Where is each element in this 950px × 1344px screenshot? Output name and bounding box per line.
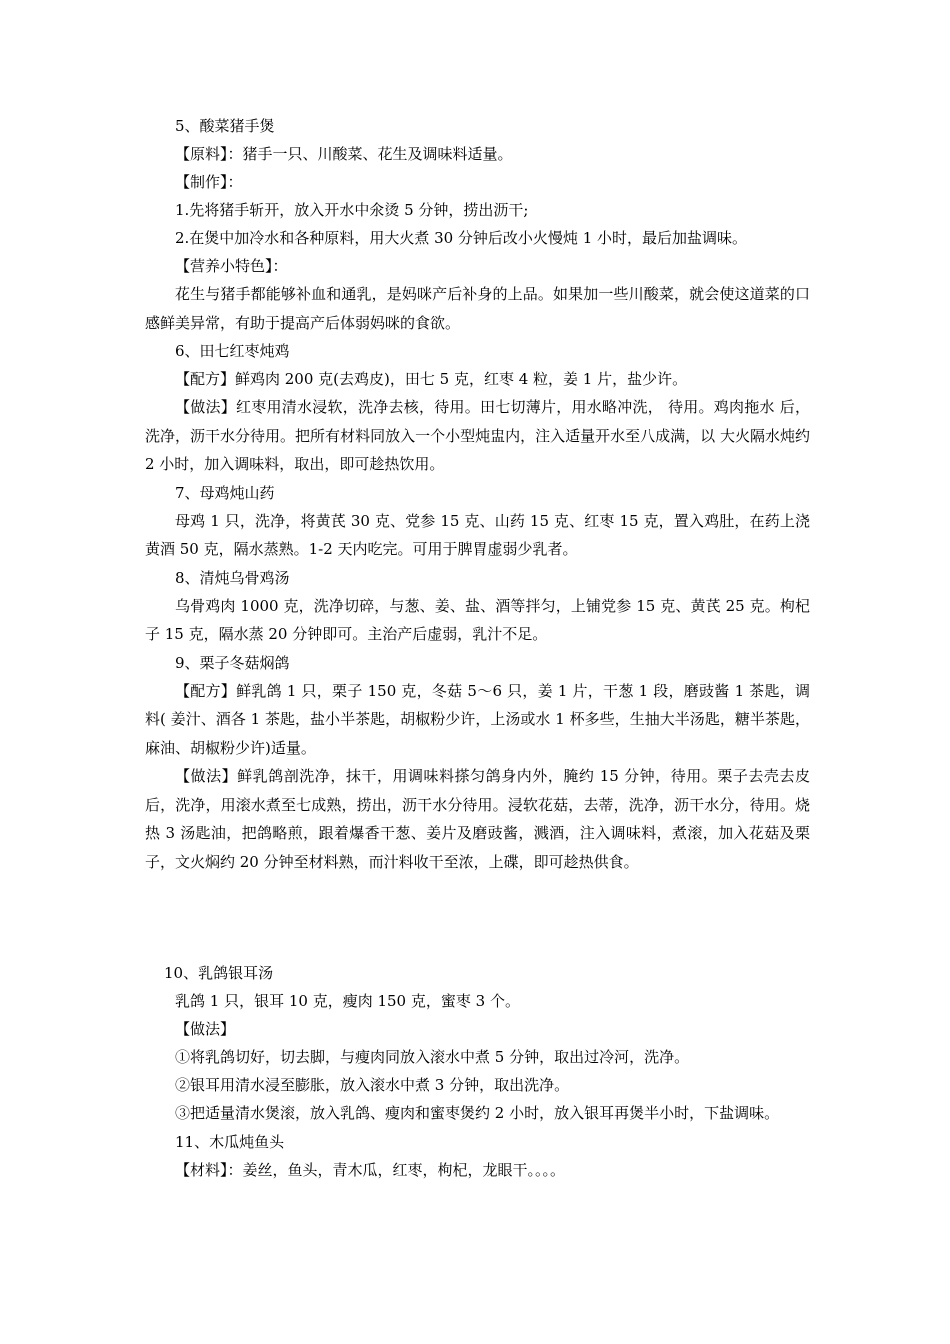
recipe-11-ingredients: 【材料】：姜丝，鱼头，青木瓜，红枣，枸杞，龙眼干。。。。 xyxy=(175,1160,566,1179)
recipe-7-text: 母鸡 1 只，洗净，将黄芪 30 克、党参 15 克、山药 15 克、红枣 15 克，置入鸡肚，在药上浇黄酒 50 克，隔水蒸熟。1-2 天内吃完。可用于脾胃虚弱少乳者。 xyxy=(145,511,810,558)
recipe-7-title: 7、母鸡炖山药 xyxy=(175,483,275,502)
recipe-10-step-2: ②银耳用清水浸至膨胀，放入滚水中煮 3 分钟，取出洗净。 xyxy=(175,1076,570,1094)
recipe-10-title: 10、乳鸽银耳汤 xyxy=(164,964,274,982)
recipe-8-text: 乌骨鸡肉 1000 克，洗净切碎，与葱、姜、盐、酒等拌匀，上铺党参 15 克、黄芪 25 克。枸杞子 15 克，隔水蒸 20 分钟即可。主治产后虚弱，乳汁不足。 xyxy=(145,596,810,643)
recipe-11-title: 11、木瓜炖鱼头 xyxy=(175,1132,285,1151)
recipe-9-title: 9、栗子冬菇焖鸽 xyxy=(175,653,290,672)
recipe-5-step-2: 2.在煲中加冷水和各种原料，用大火煮 30 分钟后改小火慢炖 1 小时，最后加盐调味。 xyxy=(175,229,748,247)
section-gap xyxy=(145,876,810,959)
recipe-10-step-1: ①将乳鸽切好，切去脚，与瘦肉同放入滚水中煮 5 分钟，取出过冷河，洗净。 xyxy=(175,1048,690,1066)
document-page xyxy=(145,112,810,1184)
recipe-6-recipe: 【配方】鲜鸡肉 200 克(去鸡皮)，田七 5 克，红枣 4 粒，姜 1 片，盐少许。 xyxy=(175,370,688,388)
recipe-10-step-3: ③把适量清水煲滚，放入乳鸽、瘦肉和蜜枣煲约 2 小时，放入银耳再煲半小时，下盐调味。 xyxy=(175,1104,780,1122)
recipe-10-method-heading: 【做法】 xyxy=(175,1020,236,1038)
recipe-5-method-heading: 【制作】： xyxy=(175,173,243,191)
recipe-10-ingredients: 乳鸽 1 只，银耳 10 克，瘦肉 150 克，蜜枣 3 个。 xyxy=(175,992,520,1010)
recipe-5-step-1: 1.先将猪手斩开，放入开水中氽烫 5 分钟，捞出沥干; xyxy=(175,201,529,219)
recipe-5-feature-text: 花生与猪手都能够补血和通乳，是妈咪产后补身的上品。如果加一些川酸菜，就会使这道菜的口感鲜美异常，有助于提高产后体弱妈咪的食欲。 xyxy=(145,285,810,332)
recipe-6-title: 6、田七红枣炖鸡 xyxy=(175,342,290,360)
recipe-5-feature-heading: 【营养小特色】： xyxy=(175,257,288,275)
recipe-5-ingredients: 【原料】：猪手一只、川酸菜、花生及调味料适量。 xyxy=(175,145,513,163)
recipe-8-title: 8、清炖乌骨鸡汤 xyxy=(175,568,290,587)
recipe-9-recipe: 【配方】鲜乳鸽 1 只，栗子 150 克，冬菇 5～6 只，姜 1 片，干葱 1 段，磨豉酱 1 茶匙，调料( 姜汁、酒各 1 茶匙，盐小半茶匙，胡椒粉少许，上汤或水 1 杯多些，生抽大半汤匙，糖半茶匙，麻油、胡椒粉少许)适量。 xyxy=(145,681,810,757)
recipe-9-method: 【做法】鲜乳鸽剖洗净，抹干，用调味料搽匀鸽身内外，腌约 15 分钟，待用。栗子去壳去皮后，洗净，用滚水煮至七成熟，捞出，沥干水分待用。浸软花菇，去蒂，洗净，沥干水分，待用。烧热 3 汤匙油，把鸽略煎，跟着爆香干葱、姜片及磨豉酱，溅酒，注入调味料，煮滚，加入花菇及栗子，文火焖约 20 分钟至材料熟，而汁料收干至浓，上碟，即可趁热供食。 xyxy=(145,767,810,871)
recipe-6-method: 【做法】红枣用清水浸软，洗净去核，待用。田七切薄片，用水略冲洗， 待用。鸡肉拖水 后，洗净，沥干水分待用。把所有材料同放入一个小型炖盅内，注入适量开水至八成满，以 大火隔水炖约 2 小时，加入调味料，取出，即可趁热饮用。 xyxy=(145,398,810,473)
recipe-5-title: 5、酸菜猪手煲 xyxy=(175,117,275,135)
